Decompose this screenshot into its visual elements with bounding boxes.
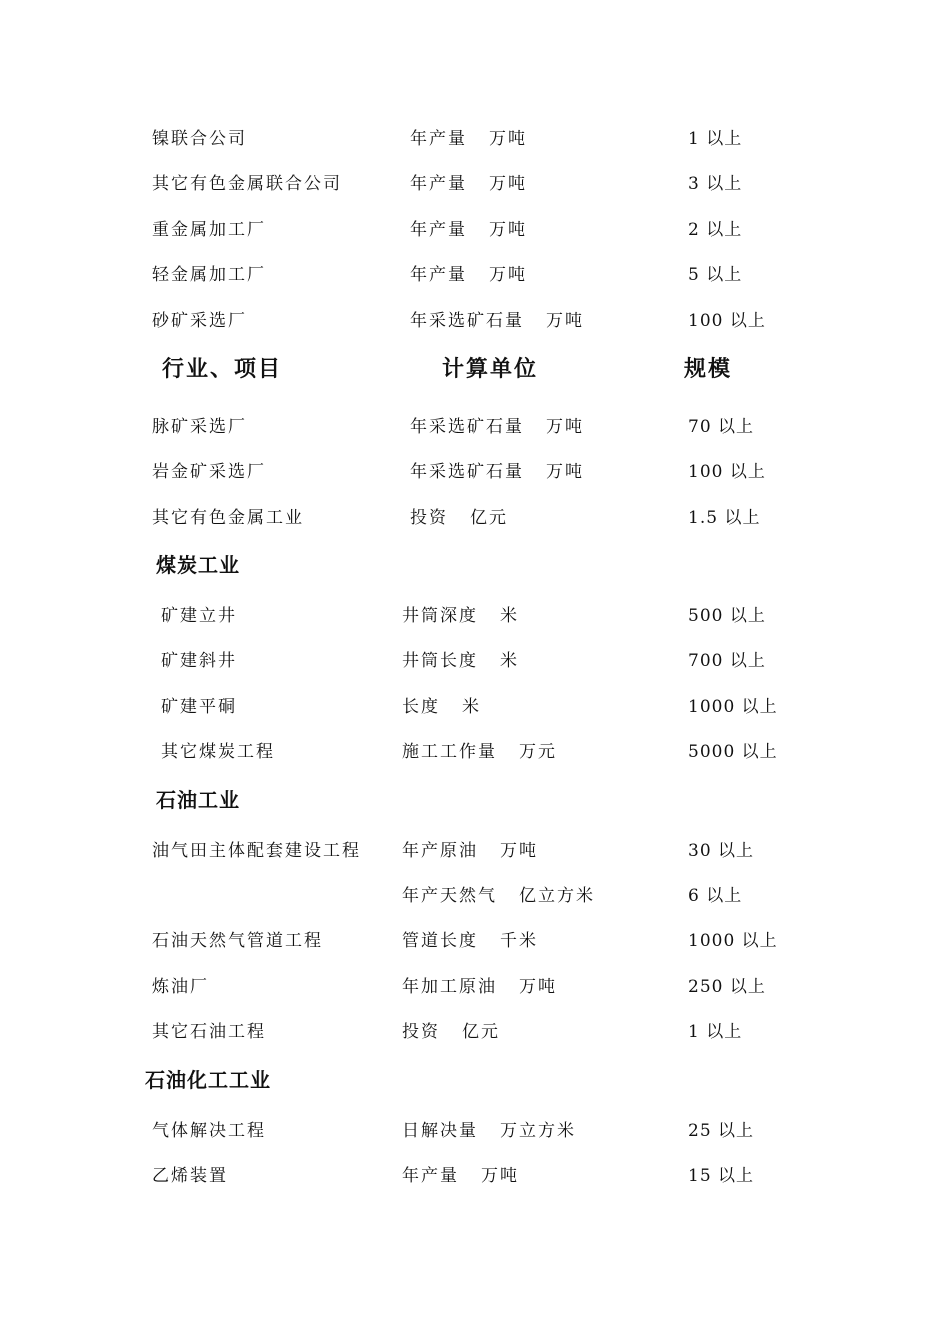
table-row [0, 692, 950, 722]
calc-unit: 施工工作量 万元 [402, 742, 557, 762]
scale-value: 1.5 以上 [688, 508, 761, 528]
scale-value: 250 以上 [688, 977, 766, 997]
calc-unit: 年产量 万吨 [410, 265, 527, 285]
calc-unit: 年产量 万吨 [410, 129, 527, 149]
table-row [0, 457, 950, 487]
table-row [0, 215, 950, 245]
scale-value: 1 以上 [688, 129, 743, 149]
calc-unit: 年加工原油 万吨 [402, 977, 557, 997]
scale-value: 30 以上 [688, 841, 755, 861]
table-row [0, 503, 950, 533]
project-name: 其它石油工程 [152, 1022, 266, 1042]
scale-value: 70 以上 [688, 417, 755, 437]
section-title-petrochemical: 石油化工工业 [145, 1068, 271, 1092]
table-row [0, 646, 950, 676]
table-row [0, 926, 950, 956]
table-row [0, 260, 950, 290]
table-header [0, 352, 950, 388]
project-name: 其它有色金属工业 [152, 508, 304, 528]
project-name: 其它煤炭工程 [161, 742, 275, 762]
scale-value: 1 以上 [688, 1022, 743, 1042]
calc-unit: 年采选矿石量 万吨 [410, 417, 584, 437]
scale-value: 500 以上 [688, 606, 766, 626]
scale-value: 100 以上 [688, 311, 766, 331]
project-name: 石油天然气管道工程 [152, 931, 323, 951]
calc-unit: 年产量 万吨 [402, 1166, 519, 1186]
section-title-coal: 煤炭工业 [156, 553, 240, 577]
project-name: 气体解决工程 [152, 1121, 266, 1141]
table-row [0, 737, 950, 767]
project-name: 矿建平硐 [161, 697, 237, 717]
table-row [0, 881, 950, 911]
calc-unit: 投资 亿元 [410, 508, 508, 528]
scale-value: 15 以上 [688, 1166, 755, 1186]
scale-value: 100 以上 [688, 462, 766, 482]
calc-unit: 管道长度 千米 [402, 931, 538, 951]
project-name: 砂矿采选厂 [152, 311, 247, 331]
calc-unit: 年采选矿石量 万吨 [410, 311, 584, 331]
scale-value: 5000 以上 [688, 742, 778, 762]
project-name: 炼油厂 [152, 977, 209, 997]
table-row [0, 601, 950, 631]
scale-value: 3 以上 [688, 174, 743, 194]
scale-value: 1000 以上 [688, 931, 778, 951]
scale-value: 25 以上 [688, 1121, 755, 1141]
project-name: 轻金属加工厂 [152, 265, 266, 285]
table-row [0, 169, 950, 199]
table-row [0, 412, 950, 442]
project-name: 矿建斜井 [161, 651, 237, 671]
header-calc-unit: 计算单位 [442, 357, 539, 382]
calc-unit: 日解决量 万立方米 [402, 1121, 576, 1141]
project-name: 岩金矿采选厂 [152, 462, 266, 482]
table-row [0, 836, 950, 866]
section-title-petroleum: 石油工业 [156, 788, 240, 812]
project-name: 镍联合公司 [152, 129, 247, 149]
scale-value: 5 以上 [688, 265, 743, 285]
calc-unit: 年产量 万吨 [410, 174, 527, 194]
calc-unit: 年采选矿石量 万吨 [410, 462, 584, 482]
project-name: 乙烯装置 [152, 1166, 228, 1186]
scale-value: 700 以上 [688, 651, 766, 671]
calc-unit: 年产量 万吨 [410, 220, 527, 240]
calc-unit: 长度 米 [402, 697, 481, 717]
calc-unit: 井筒深度 米 [402, 606, 519, 626]
project-name: 矿建立井 [161, 606, 237, 626]
project-name: 其它有色金属联合公司 [152, 174, 342, 194]
table-row [0, 1017, 950, 1047]
project-name: 脉矿采选厂 [152, 417, 247, 437]
table-row [0, 1161, 950, 1191]
header-scale: 规模 [684, 357, 733, 382]
table-row [0, 124, 950, 154]
table-row [0, 972, 950, 1002]
calc-unit: 投资 亿元 [402, 1022, 500, 1042]
table-row [0, 1116, 950, 1146]
project-name: 重金属加工厂 [152, 220, 266, 240]
calc-unit: 年产原油 万吨 [402, 841, 538, 861]
project-name: 油气田主体配套建设工程 [152, 841, 361, 861]
scale-value: 1000 以上 [688, 697, 778, 717]
table-row [0, 306, 950, 336]
scale-value: 2 以上 [688, 220, 743, 240]
scale-value: 6 以上 [688, 886, 743, 906]
calc-unit: 年产天然气 亿立方米 [402, 886, 595, 906]
header-industry-project: 行业、项目 [162, 357, 283, 382]
calc-unit: 井筒长度 米 [402, 651, 519, 671]
